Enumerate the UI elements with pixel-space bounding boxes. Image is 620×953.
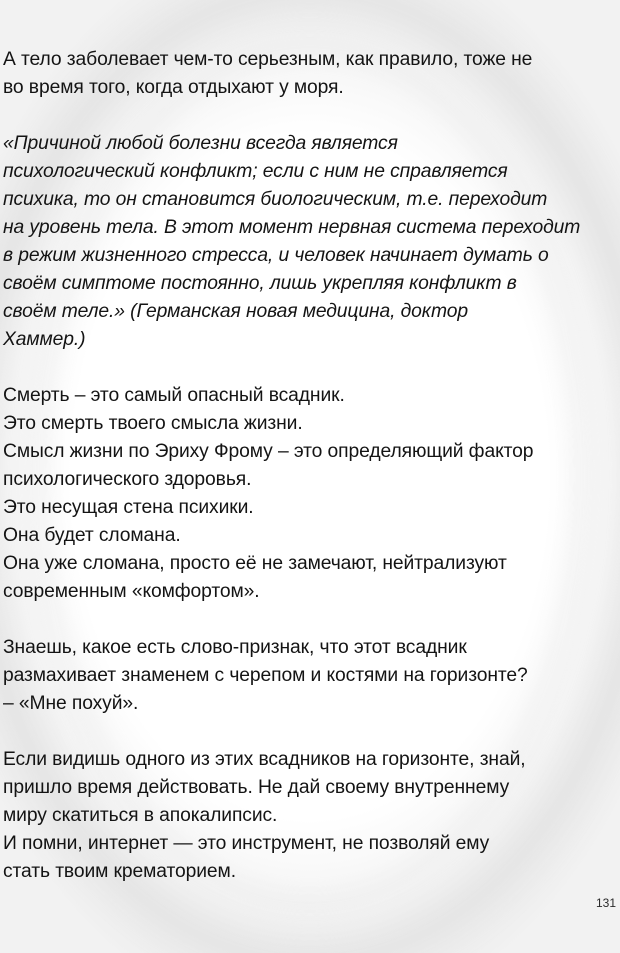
text-line: – «Мне похуй». xyxy=(3,693,139,714)
paragraph-conclusion xyxy=(3,746,617,886)
body-text xyxy=(3,46,617,914)
text-line: И помни, интернет — это инструмент, не позволяй ему xyxy=(3,833,490,854)
text-line: стать твоим крематорием. xyxy=(3,861,236,882)
text-line: А тело заболевает чем-то серьезным, как правило, тоже не xyxy=(3,49,533,70)
text-line: своём симптоме постоянно, лишь укрепляя конфликт в xyxy=(3,273,517,294)
text-line: Она уже сломана, просто её не замечают, нейтрализуют xyxy=(3,553,507,574)
text-line: размахивает знаменем с черепом и костями на горизонте? xyxy=(3,665,528,686)
text-line: Смерть – это самый опасный всадник. xyxy=(3,385,345,406)
text-line: психологического здоровья. xyxy=(3,469,252,490)
text-line: современным «комфортом». xyxy=(3,581,260,602)
text-line: Знаешь, какое есть слово-признак, что этот всадник xyxy=(3,637,467,658)
text-line: Это несущая стена психики. xyxy=(3,497,254,518)
text-line: своём теле.» (Германская новая медицина, доктор xyxy=(3,301,468,322)
text-line: Она будет сломана. xyxy=(3,525,181,546)
paragraph-quote xyxy=(3,130,617,354)
text-line: Если видишь одного из этих всадников на горизонте, знай, xyxy=(3,749,526,770)
text-line: на уровень тела. В этот момент нервная система переходит xyxy=(3,217,581,238)
text-line: «Причиной любой болезни всегда является xyxy=(3,133,398,154)
paragraph-sign-word xyxy=(3,634,617,718)
text-line: психологический конфликт; если с ним не справляется xyxy=(3,161,508,182)
paragraph-illness xyxy=(3,46,617,102)
page-number: 131 xyxy=(595,896,616,910)
text-line: во время того, когда отдыхают у моря. xyxy=(3,77,344,98)
text-line: Хаммер.) xyxy=(3,329,86,350)
text-line: Это смерть твоего смысла жизни. xyxy=(3,413,303,434)
text-line: пришло время действовать. Не дай своему внутреннему xyxy=(3,777,510,798)
paragraph-death xyxy=(3,382,617,606)
text-line: Смысл жизни по Эриху Фрому – это определяющий фактор xyxy=(3,441,534,462)
text-line: психика, то он становится биологическим, т.е. переходит xyxy=(3,189,548,210)
text-line: миру скатиться в апокалипсис. xyxy=(3,805,278,826)
text-line: в режим жизненного стресса, и человек начинает думать о xyxy=(3,245,549,266)
